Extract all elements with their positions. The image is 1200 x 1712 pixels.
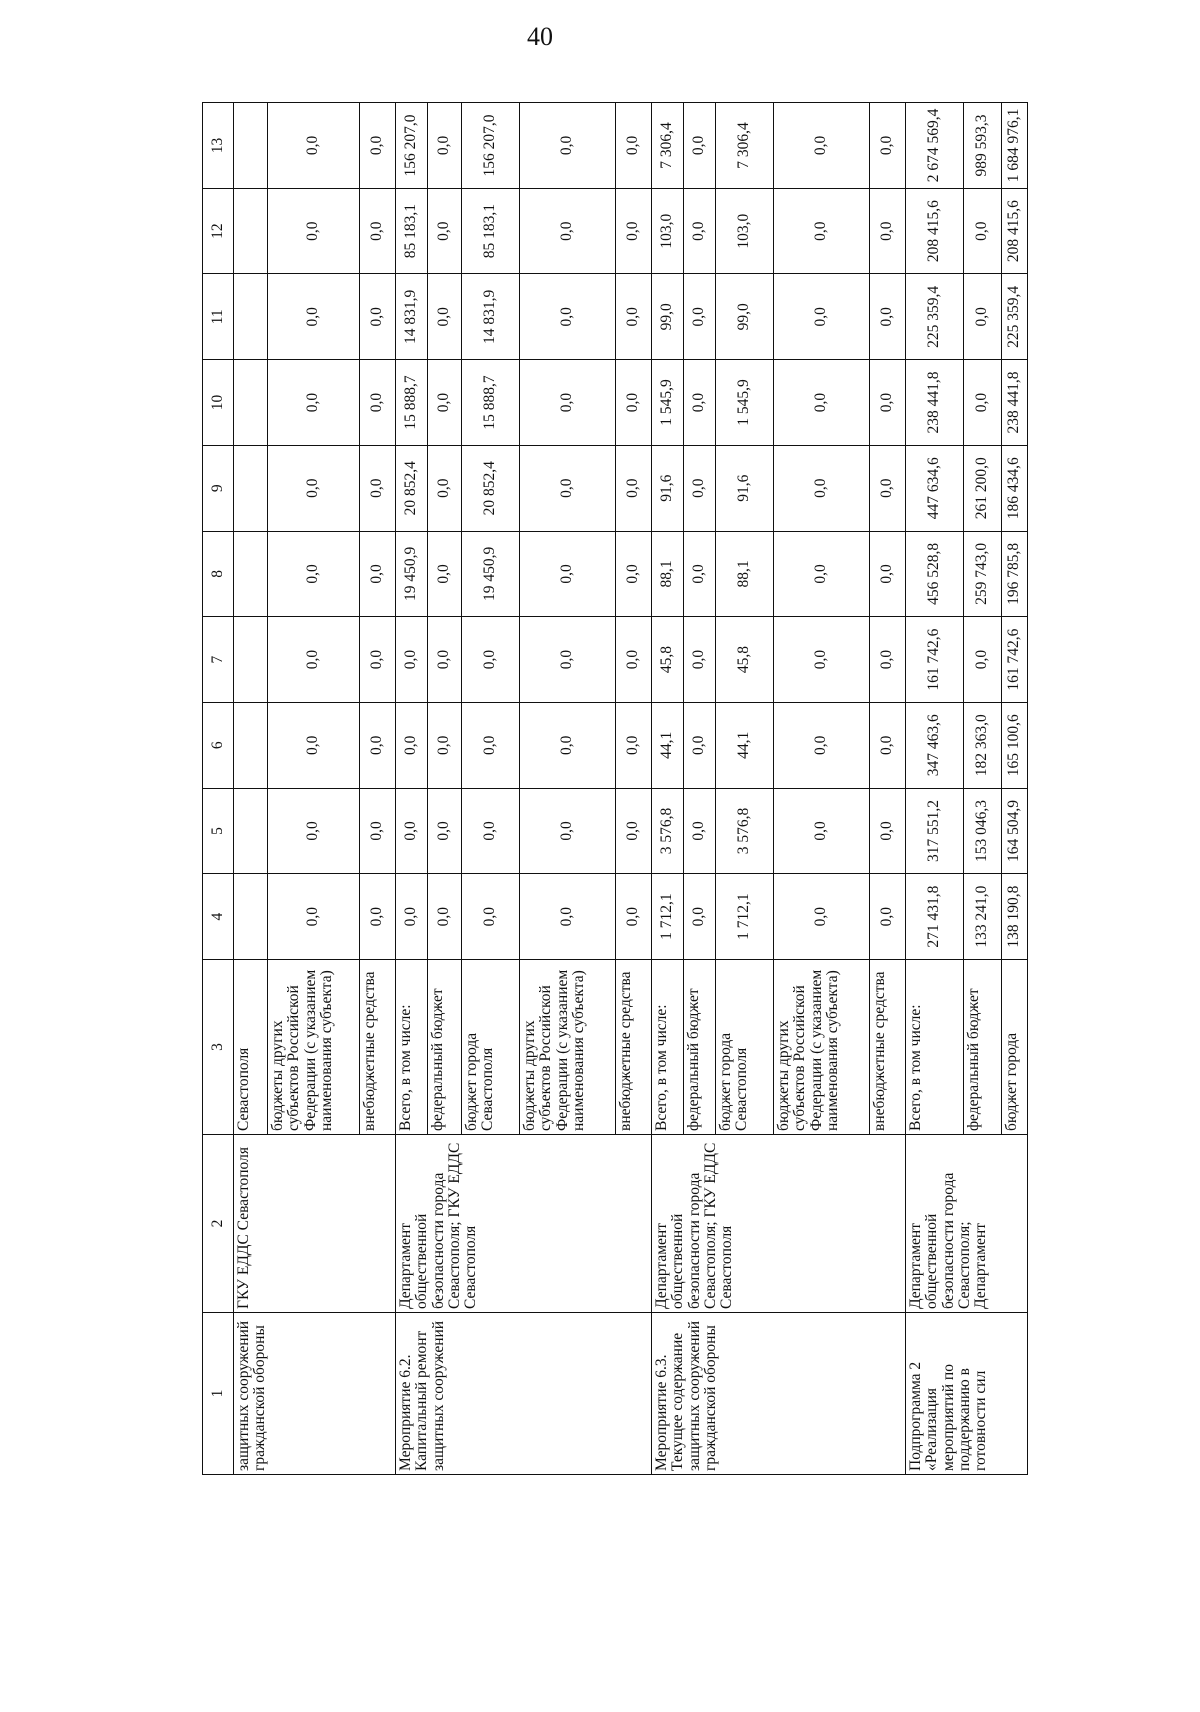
amount-cell: 15 888,7 — [462, 360, 520, 446]
amount-cell: 238 441,8 — [1002, 360, 1028, 446]
amount-cell: 0,0 — [428, 360, 462, 446]
amount-cell: 0,0 — [616, 874, 652, 960]
amount-cell: 0,0 — [870, 360, 906, 446]
amount-cell: 91,6 — [716, 445, 774, 531]
amount-cell: 182 363,0 — [964, 702, 1002, 788]
column-header: 10 — [203, 360, 234, 446]
amount-cell: 138 190,8 — [1002, 874, 1028, 960]
column-header: 3 — [203, 960, 234, 1135]
amount-cell: 0,0 — [396, 617, 428, 703]
amount-cell: 317 551,2 — [906, 788, 964, 874]
amount-cell: 3 576,8 — [716, 788, 774, 874]
funding-source-cell: федеральный бюджет — [684, 960, 716, 1135]
amount-cell: 0,0 — [684, 274, 716, 360]
amount-cell: 165 100,6 — [1002, 702, 1028, 788]
column-header: 2 — [203, 1135, 234, 1313]
amount-cell: 0,0 — [268, 360, 360, 446]
amount-cell: 0,0 — [268, 617, 360, 703]
amount-cell: 0,0 — [964, 274, 1002, 360]
amount-cell: 0,0 — [616, 617, 652, 703]
amount-cell: 85 183,1 — [396, 188, 428, 274]
funding-source-cell: Всего, в том числе: — [396, 960, 428, 1135]
amount-cell: 0,0 — [360, 445, 396, 531]
amount-cell: 156 207,0 — [462, 103, 520, 189]
amount-cell: 153 046,3 — [964, 788, 1002, 874]
amount-cell — [234, 702, 268, 788]
amount-cell: 0,0 — [428, 531, 462, 617]
budget-table — [202, 102, 1028, 1475]
amount-cell: 186 434,6 — [1002, 445, 1028, 531]
amount-cell: 2 674 569,4 — [906, 103, 964, 189]
amount-cell: 0,0 — [684, 788, 716, 874]
column-header: 7 — [203, 617, 234, 703]
amount-cell: 1 684 976,1 — [1002, 103, 1028, 189]
executor-cell: Департамент общественной безопасности города Севастополя; ГКУ ЕДДС Севастополя — [652, 1135, 906, 1313]
amount-cell: 0,0 — [360, 188, 396, 274]
amount-cell: 0,0 — [520, 531, 616, 617]
amount-cell: 156 207,0 — [396, 103, 428, 189]
amount-cell: 3 576,8 — [652, 788, 684, 874]
amount-cell: 7 306,4 — [716, 103, 774, 189]
table-body — [234, 103, 1028, 1475]
amount-cell: 0,0 — [684, 445, 716, 531]
amount-cell: 196 785,8 — [1002, 531, 1028, 617]
amount-cell: 0,0 — [774, 702, 870, 788]
amount-cell: 164 504,9 — [1002, 788, 1028, 874]
amount-cell — [234, 188, 268, 274]
amount-cell: 44,1 — [652, 702, 684, 788]
column-header: 9 — [203, 445, 234, 531]
amount-cell: 0,0 — [520, 188, 616, 274]
activity-name-cell: защитных сооружений гражданской обороны — [234, 1313, 396, 1475]
amount-cell: 0,0 — [268, 788, 360, 874]
amount-cell: 225 359,4 — [1002, 274, 1028, 360]
amount-cell: 225 359,4 — [906, 274, 964, 360]
amount-cell: 0,0 — [684, 874, 716, 960]
amount-cell: 0,0 — [964, 617, 1002, 703]
amount-cell: 0,0 — [870, 788, 906, 874]
funding-source-cell: федеральный бюджет — [964, 960, 1002, 1135]
table-container — [202, 103, 1077, 1475]
amount-cell: 238 441,8 — [906, 360, 964, 446]
amount-cell: 259 743,0 — [964, 531, 1002, 617]
funding-source-cell: бюджет города — [1002, 960, 1028, 1135]
amount-cell: 0,0 — [396, 702, 428, 788]
amount-cell: 0,0 — [774, 103, 870, 189]
amount-cell: 0,0 — [616, 531, 652, 617]
amount-cell: 0,0 — [360, 788, 396, 874]
amount-cell: 0,0 — [616, 188, 652, 274]
amount-cell: 133 241,0 — [964, 874, 1002, 960]
funding-source-cell: бюджеты других субъектов Российской Федерации (с указанием наименования субъекта) — [268, 960, 360, 1135]
amount-cell: 0,0 — [870, 274, 906, 360]
amount-cell: 19 450,9 — [462, 531, 520, 617]
amount-cell: 989 593,3 — [964, 103, 1002, 189]
amount-cell: 103,0 — [716, 188, 774, 274]
amount-cell: 0,0 — [396, 874, 428, 960]
amount-cell: 0,0 — [428, 702, 462, 788]
funding-source-cell: Всего, в том числе: — [906, 960, 964, 1135]
amount-cell: 0,0 — [268, 531, 360, 617]
funding-source-cell: бюджет города Севастополя — [716, 960, 774, 1135]
amount-cell: 0,0 — [520, 360, 616, 446]
amount-cell: 0,0 — [360, 274, 396, 360]
amount-cell: 0,0 — [428, 274, 462, 360]
amount-cell: 19 450,9 — [396, 531, 428, 617]
amount-cell: 0,0 — [428, 445, 462, 531]
amount-cell: 0,0 — [360, 103, 396, 189]
amount-cell: 91,6 — [652, 445, 684, 531]
funding-source-cell: Севастополя — [234, 960, 268, 1135]
amount-cell: 0,0 — [520, 445, 616, 531]
amount-cell: 0,0 — [520, 874, 616, 960]
amount-cell: 0,0 — [268, 874, 360, 960]
amount-cell: 271 431,8 — [906, 874, 964, 960]
amount-cell: 0,0 — [462, 788, 520, 874]
amount-cell: 88,1 — [652, 531, 684, 617]
amount-cell: 0,0 — [360, 874, 396, 960]
amount-cell: 0,0 — [268, 702, 360, 788]
amount-cell: 0,0 — [616, 445, 652, 531]
amount-cell: 0,0 — [462, 702, 520, 788]
amount-cell — [234, 617, 268, 703]
amount-cell: 14 831,9 — [462, 274, 520, 360]
amount-cell: 1 712,1 — [716, 874, 774, 960]
amount-cell: 0,0 — [616, 702, 652, 788]
amount-cell: 7 306,4 — [652, 103, 684, 189]
amount-cell: 456 528,8 — [906, 531, 964, 617]
amount-cell: 103,0 — [652, 188, 684, 274]
amount-cell — [234, 874, 268, 960]
amount-cell: 447 634,6 — [906, 445, 964, 531]
funding-source-cell: бюджеты других субъектов Российской Федерации (с указанием наименования субъекта) — [520, 960, 616, 1135]
amount-cell: 99,0 — [652, 274, 684, 360]
amount-cell: 0,0 — [774, 274, 870, 360]
amount-cell: 261 200,0 — [964, 445, 1002, 531]
table-row — [234, 103, 268, 1475]
amount-cell: 0,0 — [268, 445, 360, 531]
amount-cell: 0,0 — [428, 617, 462, 703]
amount-cell: 0,0 — [268, 274, 360, 360]
amount-cell — [234, 103, 268, 189]
header-row — [203, 103, 234, 1475]
funding-source-cell: федеральный бюджет — [428, 960, 462, 1135]
amount-cell: 20 852,4 — [462, 445, 520, 531]
amount-cell: 0,0 — [774, 531, 870, 617]
amount-cell — [234, 531, 268, 617]
amount-cell: 0,0 — [774, 188, 870, 274]
amount-cell: 0,0 — [684, 103, 716, 189]
amount-cell: 45,8 — [716, 617, 774, 703]
table-row — [652, 103, 684, 1475]
table-row — [906, 103, 964, 1475]
amount-cell: 1 545,9 — [716, 360, 774, 446]
column-header: 5 — [203, 788, 234, 874]
column-header: 4 — [203, 874, 234, 960]
funding-source-cell: внебюджетные средства — [870, 960, 906, 1135]
amount-cell — [234, 360, 268, 446]
column-header: 12 — [203, 188, 234, 274]
amount-cell: 15 888,7 — [396, 360, 428, 446]
amount-cell: 0,0 — [428, 788, 462, 874]
amount-cell: 0,0 — [520, 617, 616, 703]
amount-cell: 0,0 — [870, 531, 906, 617]
amount-cell: 14 831,9 — [396, 274, 428, 360]
amount-cell: 0,0 — [360, 617, 396, 703]
amount-cell: 45,8 — [652, 617, 684, 703]
amount-cell: 208 415,6 — [906, 188, 964, 274]
amount-cell — [234, 274, 268, 360]
amount-cell: 0,0 — [360, 702, 396, 788]
funding-source-cell: внебюджетные средства — [616, 960, 652, 1135]
amount-cell: 0,0 — [616, 274, 652, 360]
funding-source-cell: бюджеты других субъектов Российской Федерации (с указанием наименования субъекта) — [774, 960, 870, 1135]
executor-cell: Департамент общественной безопасности города Севастополя; ГКУ ЕДДС Севастополя — [396, 1135, 652, 1313]
activity-name-cell: Мероприятие 6.2. Капитальный ремонт защитных сооружений — [396, 1313, 652, 1475]
amount-cell: 88,1 — [716, 531, 774, 617]
amount-cell: 1 712,1 — [652, 874, 684, 960]
amount-cell: 0,0 — [870, 702, 906, 788]
executor-cell: Департамент общественной безопасности города Севастополя; Департамент — [906, 1135, 1028, 1313]
column-header: 1 — [203, 1313, 234, 1475]
amount-cell: 347 463,6 — [906, 702, 964, 788]
funding-source-cell: Всего, в том числе: — [652, 960, 684, 1135]
amount-cell: 44,1 — [716, 702, 774, 788]
amount-cell: 0,0 — [616, 103, 652, 189]
amount-cell: 0,0 — [774, 874, 870, 960]
amount-cell: 0,0 — [462, 874, 520, 960]
amount-cell: 161 742,6 — [1002, 617, 1028, 703]
amount-cell: 0,0 — [520, 788, 616, 874]
amount-cell: 0,0 — [462, 617, 520, 703]
amount-cell: 99,0 — [716, 274, 774, 360]
executor-cell: ГКУ ЕДДС Севастополя — [234, 1135, 396, 1313]
amount-cell: 0,0 — [774, 360, 870, 446]
amount-cell: 0,0 — [870, 445, 906, 531]
amount-cell: 0,0 — [360, 360, 396, 446]
amount-cell: 85 183,1 — [462, 188, 520, 274]
amount-cell: 0,0 — [520, 702, 616, 788]
amount-cell: 0,0 — [870, 103, 906, 189]
amount-cell: 0,0 — [964, 360, 1002, 446]
amount-cell: 0,0 — [964, 188, 1002, 274]
column-header: 6 — [203, 702, 234, 788]
amount-cell: 0,0 — [616, 788, 652, 874]
amount-cell: 0,0 — [268, 188, 360, 274]
amount-cell: 0,0 — [360, 531, 396, 617]
amount-cell: 0,0 — [520, 103, 616, 189]
amount-cell — [234, 788, 268, 874]
page-number: 40 — [527, 22, 553, 51]
activity-name-cell: Подпрограмма 2 «Реализация мероприятий по поддержанию в готовности сил — [906, 1313, 1028, 1475]
amount-cell: 0,0 — [268, 103, 360, 189]
amount-cell — [234, 445, 268, 531]
amount-cell: 0,0 — [684, 702, 716, 788]
column-header: 11 — [203, 274, 234, 360]
amount-cell: 0,0 — [616, 360, 652, 446]
amount-cell: 0,0 — [774, 617, 870, 703]
amount-cell: 0,0 — [428, 874, 462, 960]
amount-cell: 0,0 — [396, 788, 428, 874]
funding-source-cell: бюджет города Севастополя — [462, 960, 520, 1135]
amount-cell: 0,0 — [428, 103, 462, 189]
funding-source-cell: внебюджетные средства — [360, 960, 396, 1135]
amount-cell: 0,0 — [684, 617, 716, 703]
table-row — [396, 103, 428, 1475]
amount-cell: 0,0 — [870, 188, 906, 274]
amount-cell: 0,0 — [684, 188, 716, 274]
amount-cell: 1 545,9 — [652, 360, 684, 446]
amount-cell: 20 852,4 — [396, 445, 428, 531]
amount-cell: 161 742,6 — [906, 617, 964, 703]
amount-cell: 0,0 — [684, 531, 716, 617]
amount-cell: 0,0 — [684, 360, 716, 446]
amount-cell: 0,0 — [870, 874, 906, 960]
activity-name-cell: Мероприятие 6.3. Текущее содержание защитных сооружений гражданской обороны — [652, 1313, 906, 1475]
amount-cell: 208 415,6 — [1002, 188, 1028, 274]
amount-cell: 0,0 — [774, 445, 870, 531]
amount-cell: 0,0 — [870, 617, 906, 703]
column-header: 13 — [203, 103, 234, 189]
amount-cell: 0,0 — [428, 188, 462, 274]
amount-cell: 0,0 — [774, 788, 870, 874]
column-header: 8 — [203, 531, 234, 617]
amount-cell: 0,0 — [520, 274, 616, 360]
